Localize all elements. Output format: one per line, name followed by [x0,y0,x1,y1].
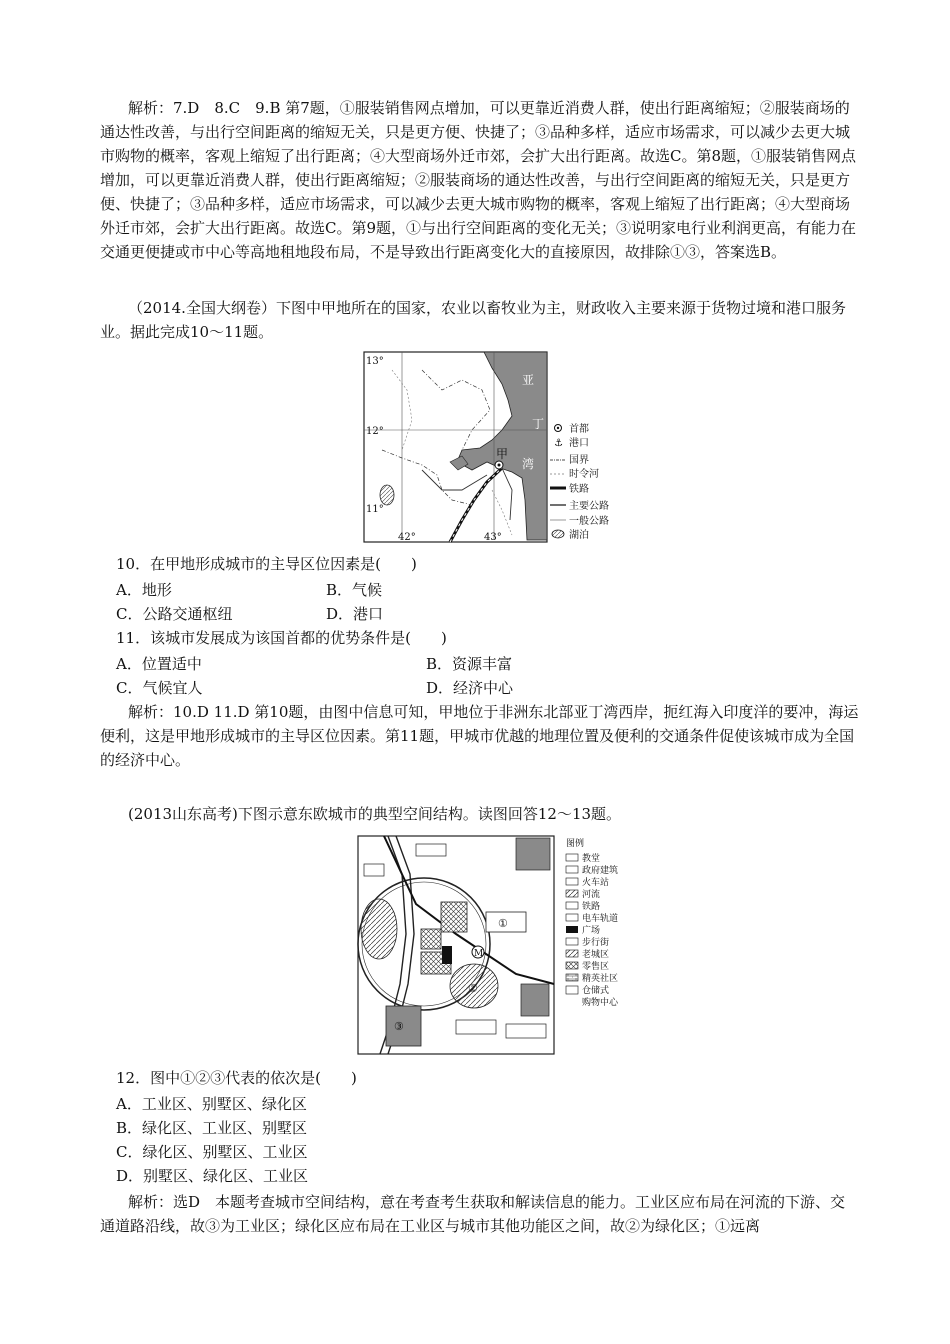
legend-port-icon: ⚓ [554,438,563,449]
label-1: ① [498,917,508,930]
legend-rail-icon [566,902,578,909]
legend-mall: 购物中心 [582,998,619,1008]
q10-option-b: B．气候 [326,581,383,599]
q12-option-c: C．绿化区、别墅区、工业区 [116,1143,308,1161]
legend-road: 一般公路 [569,516,609,527]
legend-river: 河流 [582,890,601,900]
q11-option-c: C．气候宜人 [116,679,203,697]
legend-mall-icon [566,986,578,994]
east-european-city-map [356,834,656,1059]
legend-church: 教堂 [582,854,601,864]
lon-43: 43° [484,532,502,543]
label-ding: 丁 [532,417,545,431]
legend-square: 广场 [582,926,601,936]
q10-option-d: D．港口 [326,605,384,623]
label-2: ② [468,982,478,995]
analysis-12: 解析：选D 本题考查城市空间结构，意在考查考生获取和解读信息的能力。工业区应布局在河流的下游、交通道路沿线，故③为工业区；绿化区应布局在工业区与城市其他功能区之间，故②为绿化区；①远离 [100,1193,846,1235]
lat-13: 13° [366,356,384,367]
q10-stem: 10．在甲地形成城市的主导区位因素是( ) [116,555,417,573]
legend-seasonal-river: 时令河 [569,469,599,480]
legend-street: 步行街 [582,938,610,948]
legend-church-icon [566,854,578,861]
legend-lake-icon [552,530,564,538]
legend-station-icon [566,878,578,885]
lake-west [380,485,394,505]
label-jia: 甲 [496,447,509,461]
intro-12-13: (2013山东高考)下图示意东欧城市的典型空间结构。读图回答12～13题。 [128,805,622,823]
lat-12: 12° [366,426,384,437]
square [442,946,452,964]
legend-main-road: 主要公路 [569,501,609,512]
legend-old-town-icon [566,950,578,957]
legend-street-icon [566,938,578,945]
retail-area-1 [441,902,467,932]
q12-option-b: B．绿化区、工业区、别墅区 [116,1119,308,1137]
legend-station: 火车站 [582,878,610,888]
legend-retail: 零售区 [582,962,610,972]
q10-option-a: A．地形 [116,581,172,599]
q12-option-d: D．别墅区、绿化区、工业区 [116,1167,309,1185]
legend-square-icon [566,926,578,933]
legend-old-town: 老城区 [582,950,610,960]
q12-option-a: A．工业区、别墅区、绿化区 [116,1095,307,1113]
q11-option-d: D．经济中心 [426,679,514,697]
old-town [361,899,397,959]
legend-gov-icon [566,866,578,873]
retail-area-2 [421,929,441,949]
legend-railway: 铁路 [569,484,589,495]
q11-option-b: B．资源丰富 [426,655,513,673]
legend-rail: 铁路 [582,902,601,912]
legend-port: 港口 [569,438,589,449]
legend-retail-icon [566,962,578,969]
legend-lake: 湖泊 [569,530,589,541]
q11-option-a: A．位置适中 [116,655,202,673]
lon-42: 42° [398,532,416,543]
gulf-of-aden-map [362,350,630,545]
label-m: M [474,949,484,959]
label-3: ③ [394,1020,404,1033]
lat-11: 11° [366,504,384,515]
legend-border: 国界 [569,455,589,466]
legend-tram-icon [566,914,578,921]
legend-gov: 政府建筑 [582,866,619,876]
label-ya: 亚 [522,373,535,387]
legend-river-icon [566,890,578,897]
analysis-10-11: 解析：10.D 11.D 第10题，由图中信息可知，甲地位于非洲东北部亚丁湾西岸，扼红海入印度洋的要冲，海运便利，这是甲地形成城市的主导区位因素。第11题，甲城市优越的地理位置及便利的交通条件促使该城市成为全国的经济中心。 [100,703,859,769]
q10-option-c: C．公路交通枢纽 [116,605,233,623]
legend-title: 图例 [566,839,585,849]
legend-elite: 精英社区 [582,974,619,984]
legend-warehouse: 仓储式 [582,986,610,996]
q11-stem: 11．该城市发展成为该国首都的优势条件是( ) [116,629,447,647]
legend-capital: 首都 [569,424,589,435]
label-wan: 湾 [522,457,535,471]
q12-stem: 12．图中①②③代表的依次是( ) [116,1069,357,1087]
analysis-7-9: 解析：7.D 8.C 9.B 第7题，①服装销售网点增加，可以更靠近消费人群，使出行距离缩短；②服装商场的通达性改善，与出行空间距离的缩短无关，只是更方便、快捷了；③品种多样，适应市场需求，可以减少去更大城市购物的概率，客观上缩短了出行距离；④大型商场外迁市郊，会扩大出行距离。故选C。第8题，①服装销售网点增加，可以更靠近消费人群，使出行距离缩短；②服装商场的通达性改善，与出行空间距离的缩短无关，只是更方便、快捷了；③品种多样，适应市场需求，可以减少去更大城市购物的概率，客观上缩短了出行距离；④大型商场外迁市郊，会扩大出行距离。故选C。第9题，①与出行空间距离的变化无关；③说明家电行业利润更高，有能力在交通更便捷或市中心等高地租地段布局，不是导致出行距离变化大的直接原因，故排除①③，答案选B。 [100,99,857,261]
legend-elite-icon [566,974,578,981]
legend-tram: 电车轨道 [582,914,619,924]
intro-10-11: （2014.全国大纲卷）下图中甲地所在的国家，农业以畜牧业为主，财政收入主要来源于货物过境和港口服务业。据此完成10～11题。 [100,299,846,341]
